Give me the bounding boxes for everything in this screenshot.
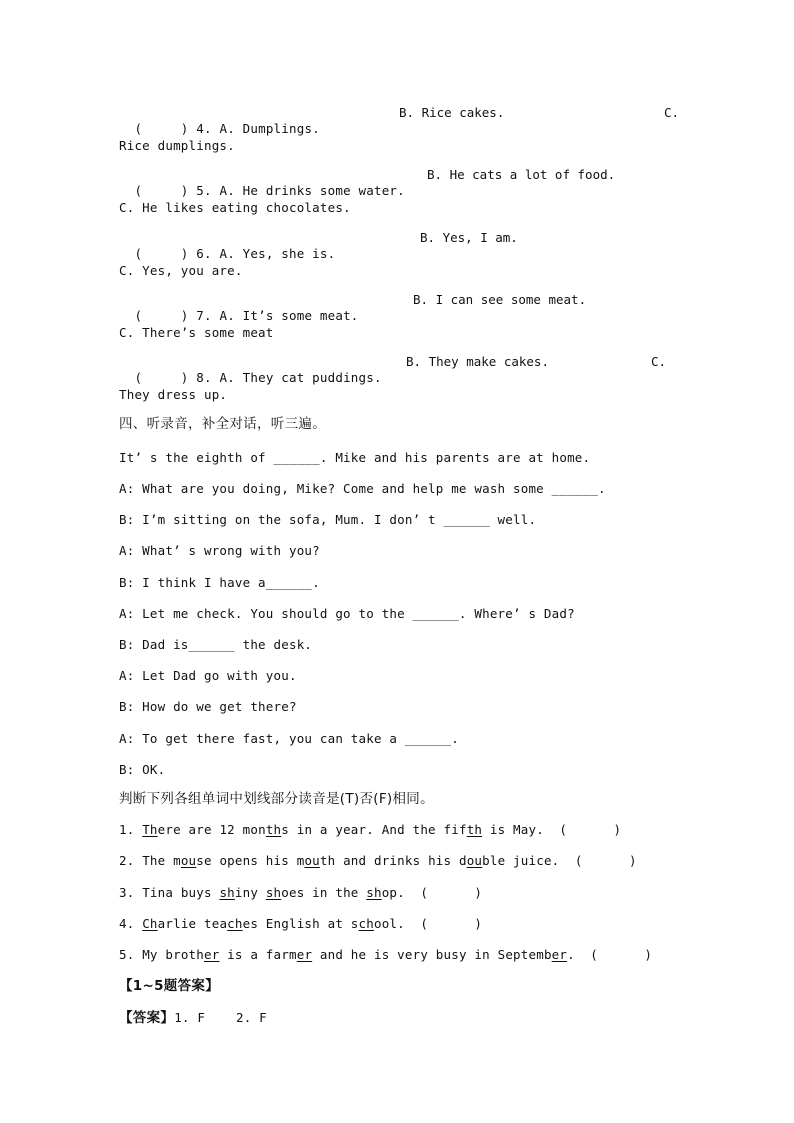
item-number: 2. — [119, 853, 135, 868]
underlined-letters: Ch — [142, 916, 158, 931]
underlined-letters: er — [204, 947, 220, 962]
underlined-letters: ou — [466, 853, 483, 868]
dialogue-line: A: Let me check. You should go to the ______. Where’ s Dad? — [119, 606, 575, 621]
underlined-letters: sh — [265, 885, 282, 900]
dialogue-line: It’ s the eighth of ______. Mike and his parents are at home. — [119, 450, 591, 465]
text: ble juice. ( ) — [482, 853, 637, 868]
question-number: 5. — [196, 183, 212, 198]
underlined-letters: sh — [366, 885, 382, 900]
option-b: B. Rice cakes. — [399, 105, 505, 120]
answer-paren: ( ) — [134, 183, 189, 198]
underlined-letters: er — [551, 947, 568, 962]
text: is May. ( ) — [482, 822, 622, 837]
text: oes in the — [281, 885, 367, 900]
phonics-item-4 — [119, 916, 482, 932]
text: th and drinks his d — [319, 853, 467, 868]
item-number: 5. — [119, 947, 135, 962]
phonics-item-5 — [119, 947, 652, 963]
question-number: 8. — [196, 370, 212, 385]
phonics-item-3 — [119, 885, 482, 901]
question-5 — [119, 167, 405, 199]
dialogue-line: B: OK. — [119, 762, 166, 777]
text: My broth — [142, 947, 204, 962]
answers-label: 【答案】 — [119, 1010, 175, 1026]
answers-heading: 【1~5题答案】 — [119, 978, 219, 994]
answers-values: 1. F 2. F — [174, 1010, 267, 1025]
text: ere are 12 mon — [157, 822, 266, 837]
option-c: C. There’s some meat — [119, 325, 274, 340]
underlined-letters: th — [466, 822, 483, 837]
option-c: Rice dumplings. — [119, 138, 235, 153]
text: op. ( ) — [381, 885, 483, 900]
option-a: A. They cat puddings. — [219, 370, 382, 385]
dialogue-line: A: Let Dad go with you. — [119, 668, 297, 683]
question-7 — [119, 292, 359, 324]
item-number: 1. — [119, 822, 135, 837]
phonics-heading: 判断下列各组单词中划线部分读音是(T)否(F)相同。 — [119, 791, 434, 807]
text: s in a year. And the fif — [281, 822, 467, 837]
text: arlie tea — [157, 916, 228, 931]
answers-line — [119, 1010, 267, 1026]
answer-paren: ( ) — [134, 121, 189, 136]
text: is a farm — [219, 947, 297, 962]
text: The m — [142, 853, 181, 868]
item-number: 4. — [119, 916, 135, 931]
question-number: 7. — [196, 308, 212, 323]
option-b: B. They make cakes. — [406, 354, 549, 369]
underlined-letters: ou — [304, 853, 320, 868]
question-number: 4. — [196, 121, 212, 136]
text: and he is very busy in Septemb — [312, 947, 552, 962]
dialogue-line: A: What are you doing, Mike? Come and help me wash some ______. — [119, 481, 606, 496]
question-6 — [119, 230, 335, 262]
option-c: C. Yes, you are. — [119, 263, 243, 278]
option-c-label: C. — [651, 354, 667, 369]
option-b: B. Yes, I am. — [420, 230, 518, 245]
underlined-letters: ch — [358, 916, 374, 931]
question-number: 6. — [196, 246, 212, 261]
phonics-item-1 — [119, 822, 621, 838]
underlined-letters: sh — [219, 885, 235, 900]
option-a: A. It’s some meat. — [219, 308, 359, 323]
text: ool. ( ) — [373, 916, 483, 931]
answer-paren: ( ) — [134, 308, 189, 323]
text: iny — [234, 885, 266, 900]
dialogue-line: B: How do we get there? — [119, 699, 297, 714]
text: Tina buys — [142, 885, 220, 900]
option-b: B. I can see some meat. — [413, 292, 587, 307]
option-a: A. Yes, she is. — [219, 246, 336, 261]
section-4-heading: 四、听录音，补全对话，听三遍。 — [119, 416, 326, 432]
item-number: 3. — [119, 885, 135, 900]
dialogue-line: A: What’ s wrong with you? — [119, 543, 320, 558]
underlined-letters: Th — [142, 822, 158, 837]
text: es English at s — [242, 916, 359, 931]
option-a: A. He drinks some water. — [219, 183, 405, 198]
dialogue-line: A: To get there fast, you can take a ______. — [119, 731, 459, 746]
option-c: They dress up. — [119, 387, 228, 402]
text: . ( ) — [567, 947, 653, 962]
underlined-letters: er — [296, 947, 313, 962]
underlined-letters: ch — [227, 916, 243, 931]
dialogue-line: B: Dad is______ the desk. — [119, 637, 313, 652]
underlined-letters: ou — [180, 853, 197, 868]
option-b: B. He cats a lot of food. — [427, 167, 616, 182]
question-8 — [119, 354, 382, 386]
question-4 — [119, 105, 320, 137]
option-c: C. He likes eating chocolates. — [119, 200, 351, 215]
underlined-letters: th — [265, 822, 282, 837]
option-a: A. Dumplings. — [219, 121, 320, 136]
answer-paren: ( ) — [134, 246, 189, 261]
phonics-item-2 — [119, 853, 637, 869]
dialogue-line: B: I’m sitting on the sofa, Mum. I don’ t ______ well. — [119, 512, 537, 527]
text: se opens his m — [196, 853, 305, 868]
dialogue-line: B: I think I have a______. — [119, 575, 320, 590]
option-c-label: C. — [664, 105, 680, 120]
answer-paren: ( ) — [134, 370, 189, 385]
